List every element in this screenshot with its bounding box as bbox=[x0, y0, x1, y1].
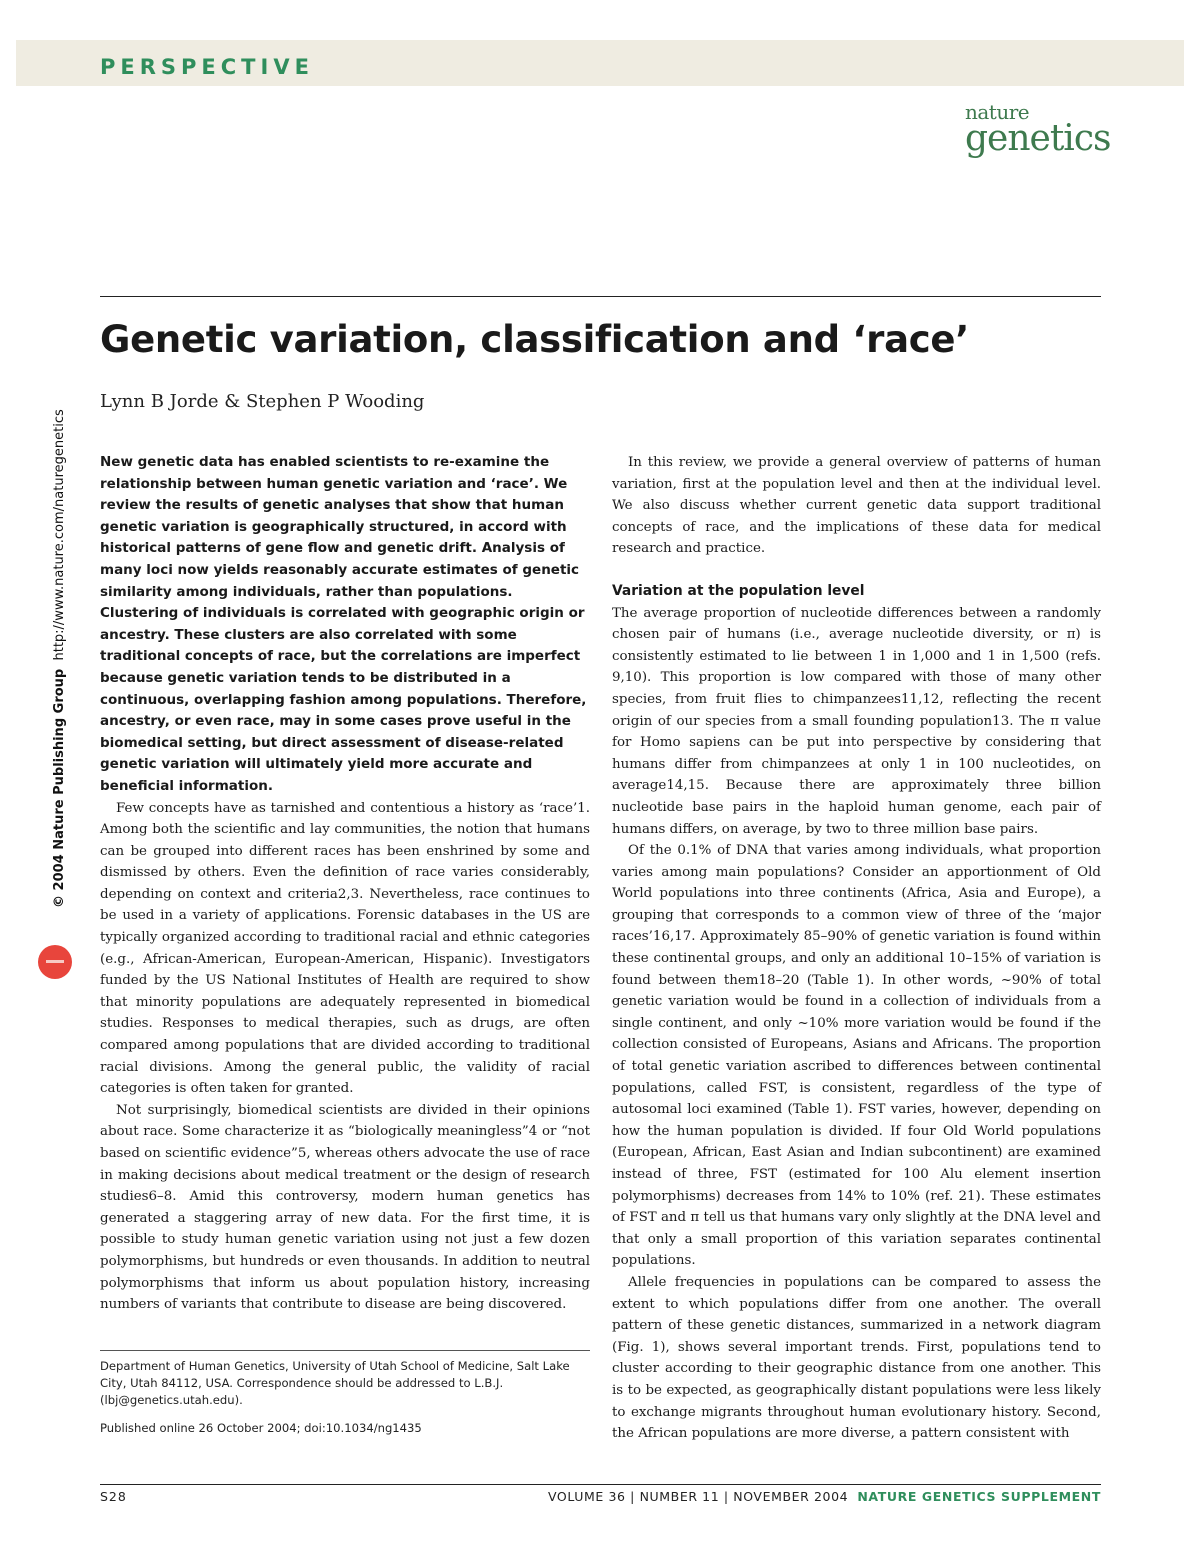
right-column bbox=[612, 452, 1101, 1445]
left-column bbox=[100, 452, 590, 1316]
abstract: New genetic data has enabled scientists to re-examine the relationship between human genetic variation and ‘race’. We review the results of genetic analyses that show that human genetic variation is geographically structured, in accord with historical patterns of gene flow and genetic drift. Analysis of many loci now yields reasonably accurate estimates of genetic similarity among individuals, rather than populations. Clustering of individuals is correlated with geographic origin or ancestry. These clusters are also correlated with some traditional concepts of race, but the correlations are imperfect because genetic variation tends to be distributed in a continuous, overlapping fashion among populations. Therefore, ancestry, or even race, may in some cases prove useful in the biomedical setting, but direct assessment of disease-related genetic variation will ultimately yield more accurate and beneficial information. bbox=[100, 454, 587, 794]
body-paragraph: Few concepts have as tarnished and contentious a history as ‘race’1. Among both the scientific and lay communities, the notion that humans can be grouped into different races has been enshrined by some and dismissed by others. Even the definition of race varies considerably, depending on context and criteria2,3. Nevertheless, race continues to be used in a variety of applications. Forensic databases in the US are typically organized according to traditional racial and ethnic categories (e.g., African-American, European-American, Hispanic). Investigators funded by the US National Institutes of Health are required to show that minority populations are adequately represented in biomedical studies. Responses to medical therapies, such as drugs, are often compared among populations that are divided according to traditional racial divisions. Among the general public, the validity of racial categories is often taken for granted. bbox=[100, 800, 590, 1097]
body-paragraph: Not surprisingly, biomedical scientists are divided in their opinions about race. Some characterize it as “biologically meaningless”4 or “not based on scientific evidence”5, whereas others advocate the use of race in making decisions about medical treatment or the design of research studies6–8. Amid this controversy, modern human genetics has generated a staggering array of new data. For the first time, it is possible to study human genetic variation using not just a few dozen polymorphisms, but hundreds or even thousands. In addition to neutral polymorphisms that inform us about population history, increasing numbers of variants that contribute to disease are being discovered. bbox=[100, 1102, 591, 1313]
logo-genetics-text: genetics bbox=[965, 118, 1111, 159]
journal-logo bbox=[965, 100, 1111, 159]
sidebar-credit bbox=[52, 409, 67, 908]
title-rule bbox=[100, 296, 1101, 297]
page-number: S28 bbox=[100, 1489, 127, 1504]
footnote-rule bbox=[100, 1350, 590, 1351]
body-paragraph: Of the 0.1% of DNA that varies among individuals, what proportion varies among main populations? Consider an apportionment of Old World populations into three continents (Africa, Asia and Europe), a grouping that corresponds to a common view of three of the ‘major races’16,17. Approximately 85–90% of genetic variation is found within these continental groups, and only an additional 10–15% of variation is found between them18–20 (Table 1). In other words, ~90% of total genetic variation would be found in a collection of individuals from a single continent, and only ~10% more variation would be found if the collection consisted of Europeans, Asians and Africans. The proportion of total genetic variation ascribed to differences between continental populations, called FST, is consistent, regardless of the type of autosomal loci examined (Table 1). FST varies, however, depending on how the human population is divided. If four Old World populations (European, African, East Asian and Indian subcontinent) are examined instead of three, FST (estimated for 100 Alu element insertion polymorphisms) decreases from 14% to 10% (ref. 21). These estimates of FST and π tell us that humans vary only slightly at the DNA level and that only a small proportion of this variation separates continental populations. bbox=[612, 843, 1101, 1269]
publication-footnote: Published online 26 October 2004; doi:10.1034/ng1435 bbox=[100, 1421, 422, 1435]
footer-folio bbox=[548, 1489, 1101, 1504]
logo-nature-text: nature bbox=[965, 100, 1030, 124]
journal-name: NATURE GENETICS SUPPLEMENT bbox=[857, 1489, 1101, 1504]
volume-info: VOLUME 36 | NUMBER 11 | NOVEMBER 2004 bbox=[547, 1489, 849, 1504]
copyright-text: © 2004 Nature Publishing Group bbox=[52, 668, 67, 908]
intro-paragraph: In this review, we provide a general overview of patterns of human variation, first at the population level and then at the individual level. We also discuss whether current genetic data support traditional concepts of race, and the implications of these data for medical research and practice. bbox=[612, 455, 1101, 557]
section-label: PERSPECTIVE bbox=[100, 55, 314, 79]
section-heading: Variation at the population level bbox=[612, 582, 865, 599]
affiliation-footnote: Department of Human Genetics, University of Utah School of Medicine, Salt Lake City, Utah 84112, USA. Correspondence should be addressed to L.B.J. (lbj@genetics.utah.edu). bbox=[100, 1359, 570, 1407]
footer-rule bbox=[100, 1484, 1101, 1485]
article-authors: Lynn B Jorde & Stephen P Wooding bbox=[100, 391, 425, 412]
body-paragraph: The average proportion of nucleotide differences between a randomly chosen pair of humans (i.e., average nucleotide diversity, or π) is consistently estimated to lie between 1 in 1,000 and 1 in 1,500 (refs. 9,10). This proportion is low compared with those of many other species, from fruit flies to chimpanzees11,12, reflecting the recent origin of our species from a small founding population13. The π value for Homo sapiens can be put into perspective by considering that humans differ from chimpanzees at only 1 in 100 nucleotides, on average14,15. Because there are approximately three billion nucleotide base pairs in the haploid human genome, each pair of humans differs, on average, by two to three million base pairs. bbox=[612, 605, 1101, 837]
publisher-seal-icon bbox=[38, 945, 72, 979]
article-title: Genetic variation, classification and ‘race’ bbox=[100, 318, 969, 361]
body-paragraph: Allele frequencies in populations can be compared to assess the extent to which populations differ from one another. The overall pattern of these genetic distances, summarized in a network diagram (Fig. 1), shows several important trends. First, populations tend to cluster according to their geographic distance from one another. This is to be expected, as geographically distant populations were less likely to exchange migrants throughout human evolutionary history. Second, the African populations are more diverse, a pattern consistent with bbox=[612, 1274, 1101, 1442]
sidebar-url[interactable]: http://www.nature.com/naturegenetics bbox=[52, 409, 67, 661]
